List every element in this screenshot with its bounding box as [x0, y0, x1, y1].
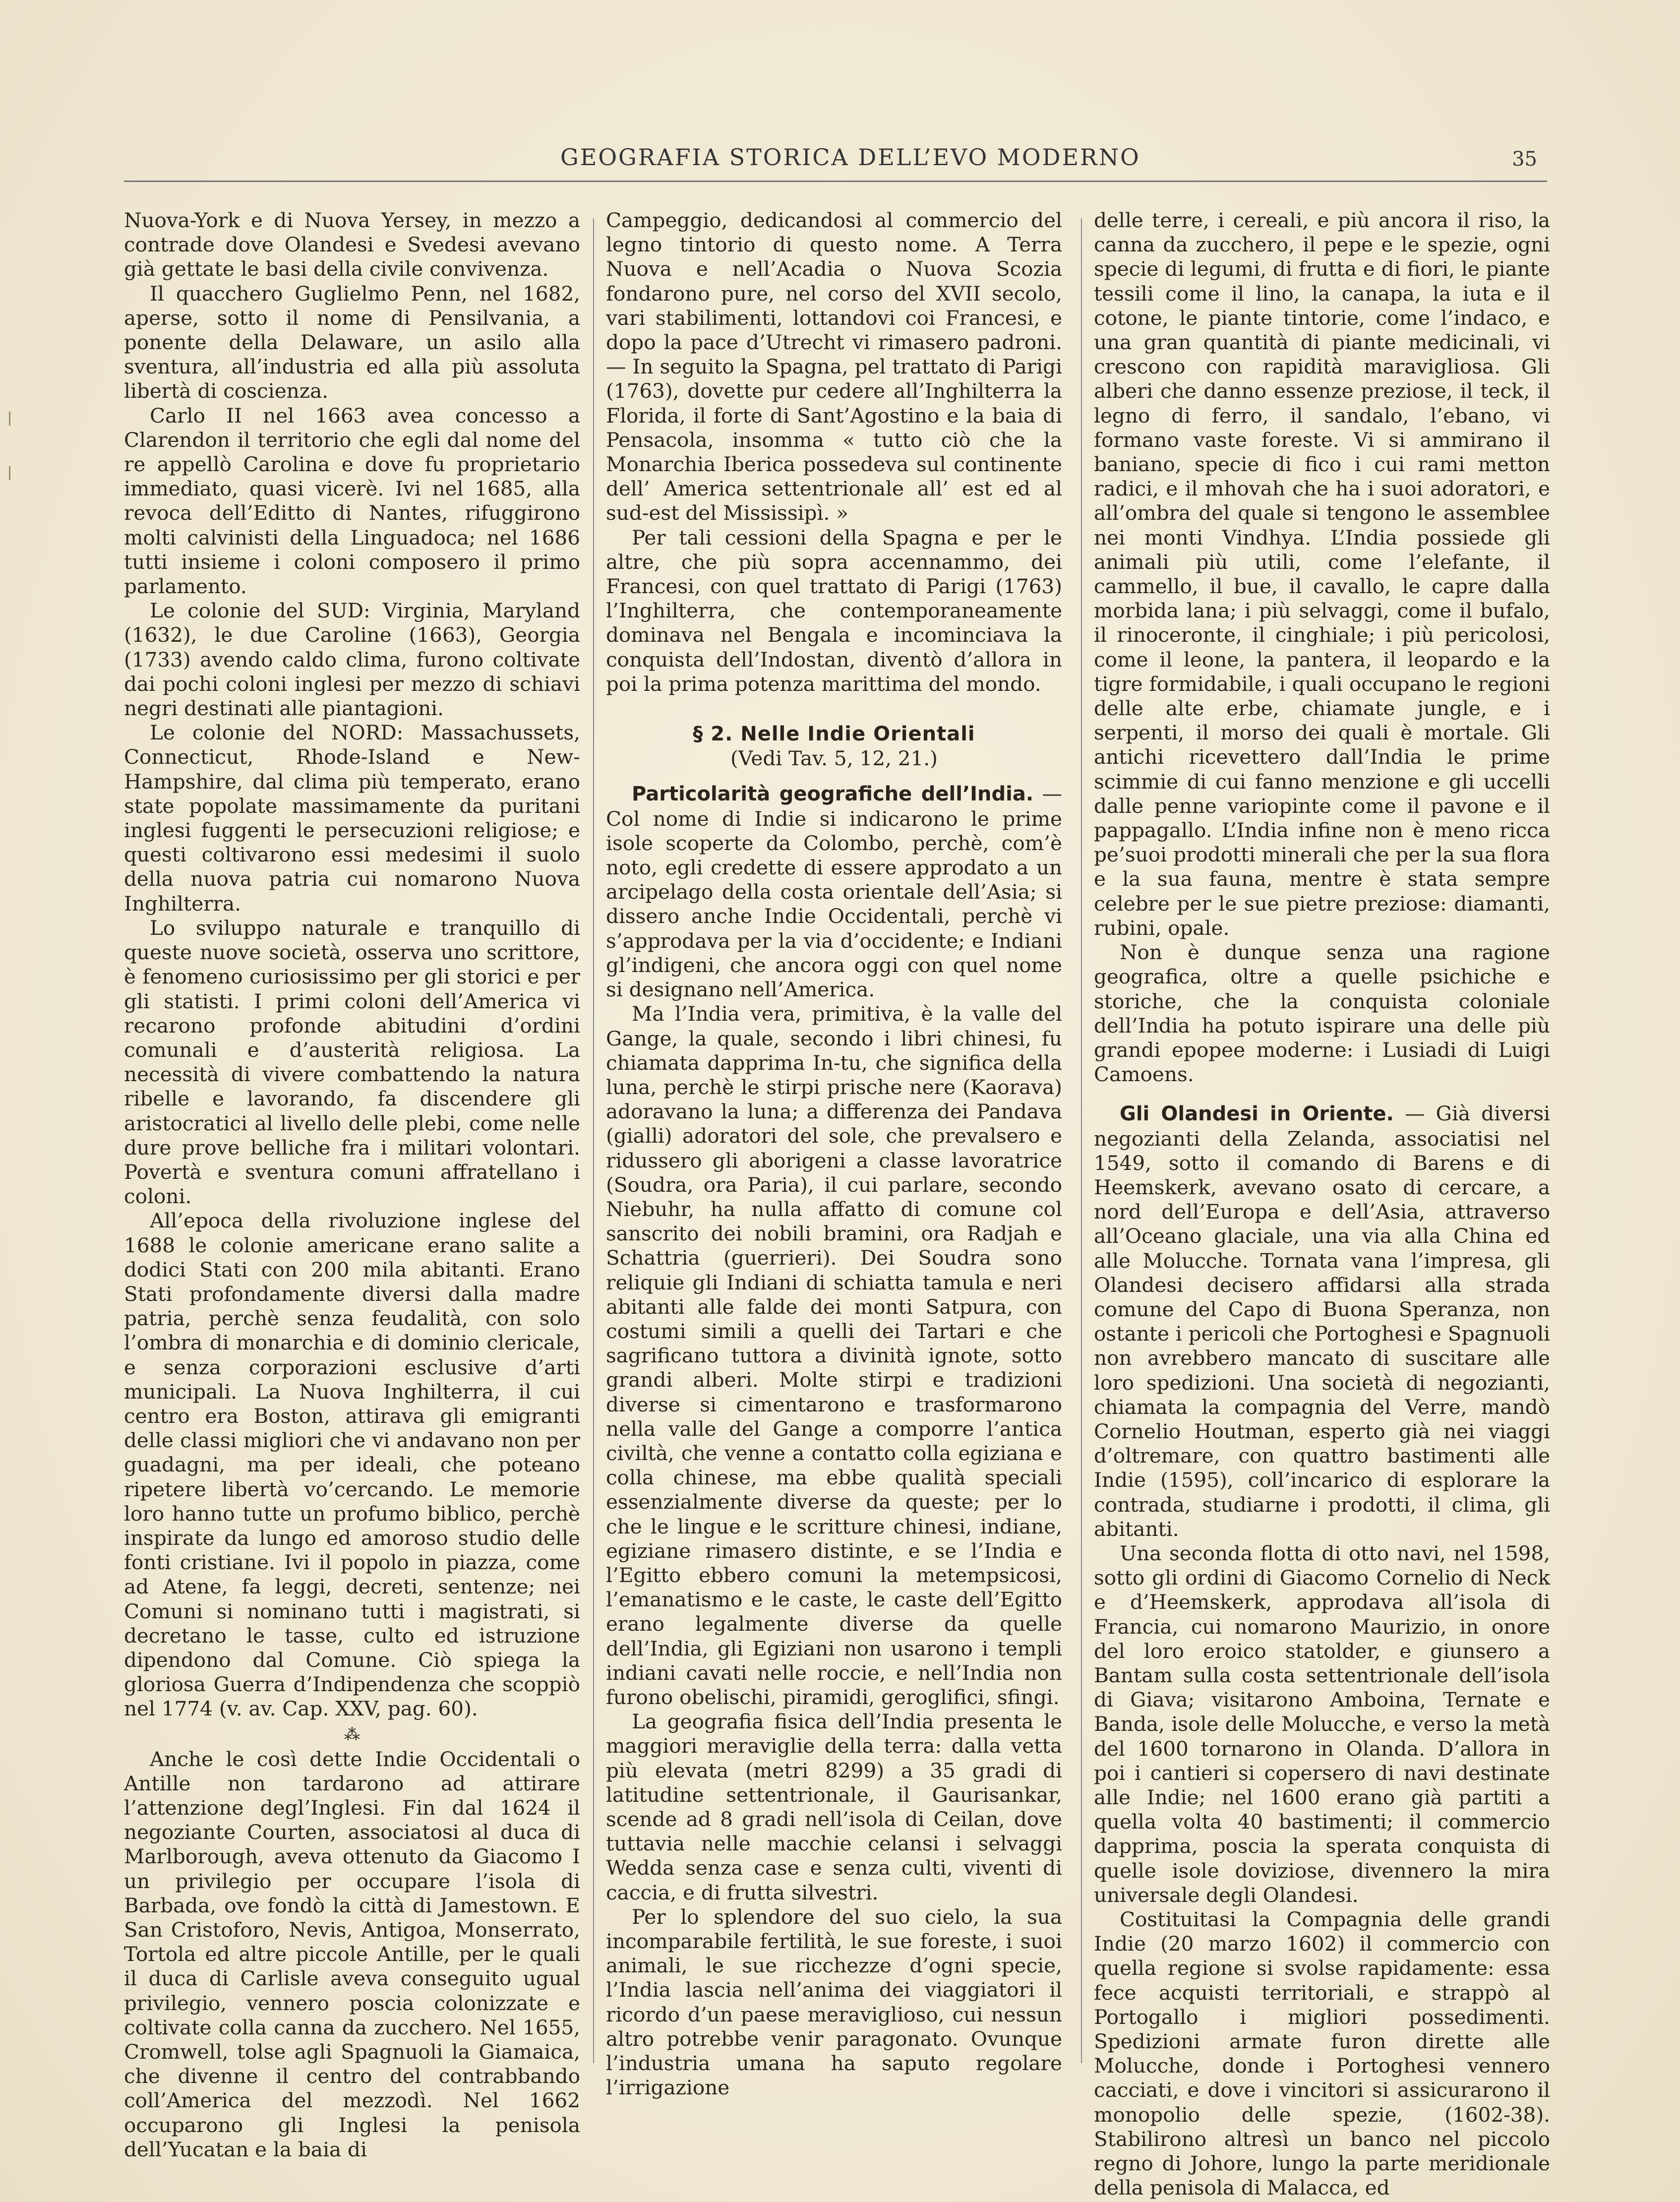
paragraph: delle terre, i cereali, e più ancora il riso, la canna da zucchero, il pepe e le spezie, ogni specie di legumi, di frutta e di fiori, le piante tessili come il lino, la canapa, la iuta e il cotone, le piante tintorie, come l’indaco, e una gran quantità di piante medicinali, vi crescono con rapidità maravigliosa. Gli alberi che danno essenze preziose, il teck, il legno di ferro, il sandalo, l’ebano, vi formano vaste foreste. Vi si ammirano il baniano, specie di fico i cui rami metton radici, e il mhovah che ha i suoi adoratori, e all’ombra del quale si tengono le assemblee nei monti Vindhya. L’India possiede gli animali più utili, come l’elefante, il cammello, il bue, il cavallo, le capre dalla morbida lana; i più selvaggi, come il bufalo, il rinoceronte, il cinghiale; i più pericolosi, come il leone, la pantera, il leopardo e la tigre formidabile, i quali occupano le regioni delle alte erbe, chiamate jungle, e i serpenti, il morso dei quali è mortale. Gli antichi ricevettero dall’India le prime scimmie di cui fanno menzione e gli uccelli dalle penne variopinte come il pavone e il pappagallo. L’India infine non è meno ricca pe’suoi prodotti minerali che per la sua flora e la sua fauna, mentre è stata sempre celebre per le sue pietre preziose: diamanti, rubini, opale. — [1094, 208, 1550, 940]
column-2 — [606, 208, 1062, 2100]
running-header — [124, 144, 1547, 184]
paragraph-text: — Già diversi negozianti della Zelanda, associatisi nel 1549, sotto il comando di Barens e di Heemskerk, avevano osato di cercare, a nord dell’Europa e dell’Asia, attraverso all’Oceano glaciale, una via alla China ed alle Molucche. Tornata vana l’impresa, gli Olandesi decisero affidarsi alla strada comune del Capo di Buona Speranza, non ostante i pericoli che Portoghesi e Spagnuoli non avrebbero mancato di suscitare alle loro spedizioni. Una società di negozianti, chiamata la compagnia del Verre, mandò Cornelio Houtman, esperto già nei viaggi d’oltremare, con quattro bastimenti alle Indie (1595), coll’incarico di esplorare la contrada, studiarne i prodotti, il clima, gli abitanti. — [1094, 1101, 1550, 1541]
paragraph: Costituitasi la Compagnia delle grandi Indie (20 marzo 1602) il commercio con quella regione si svolse rapidamente: essa fece acquisti territoriali, e strappò al Portogallo i migliori possedimenti. Spedizioni armate furon dirette alle Molucche, donde i Portoghesi vennero cacciati, e dove i vincitori si assicurarono il monopolio delle spezie, (1602-38). Stabilirono altresì un banco nel piccolo regno di Johore, lungo la parte meridionale della penisola di Malacca, ed — [1094, 1907, 1550, 2200]
paragraph: Lo sviluppo naturale e tranquillo di queste nuove società, osserva uno scrittore, è fenomeno curiosissimo per gli storici e per gli statisti. I primi coloni dell’America vi recarono profonde abitudini d’ordini comunali e d’austerità religiosa. La necessità di vivere combattendo la natura ribelle e lavorando, fa discendere gli aristocratici al livello delle plebi, come nelle dure prove belliche fra i militari volontari. Povertà e sventura comuni affratellano i coloni. — [124, 916, 580, 1209]
section-asterism: ⁂ — [344, 1724, 360, 1744]
section-reference: (Vedi Tav. 5, 12, 21.) — [730, 746, 938, 771]
paragraph: Anche le così dette Indie Occidentali o Antille non tardarono ad attirare l’attenzione degl’Inglesi. Fin dal 1624 il negoziante Courten, associatosi al duca di Marlborough, aveva ottenuto da Giacomo I un privilegio per occupare l’isola di Barbada, ove fondò la città di Jamestown. E San Cristoforo, Nevis, Antigoa, Monserrato, Tortola ed altre piccole Antille, per le quali il duca di Carlisle aveva conseguito ugual privilegio, vennero poscia colonizzate e coltivate colla canna da zucchero. Nel 1655, Cromwell, tolse agli Spagnuoli la Giamaica, che divenne il centro del contrabbando coll’America del mezzodì. Nel 1662 occuparono gli Inglesi la penisola dell’Yucatan e la baia di — [124, 1747, 580, 2161]
section-heading: § 2. Nelle Indie Orientali — [693, 723, 975, 746]
paragraph: Campeggio, dedicandosi al commercio del legno tintorio di questo nome. A Terra Nuova e nell’Acadia o Nuova Scozia fondarono pure, nel corso del XVII secolo, vari stabilimenti, lottandovi coi Francesi, e dopo la pace d’Utrecht vi rimasero padroni. — In seguito la Spagna, pel trattato di Parigi (1763), dovette pur cedere all’Inghilterra la Florida, il forte di Sant’Agostino e la baia di Pensacola, insomma « tutto ciò che la Monarchia Iberica possedeva sul continente dell’ America settentrionale all’ est ed al sud-est del Mississipì. » — [606, 208, 1062, 525]
paragraph-text: — Col nome di Indie si indicarono le prime isole scoperte da Colombo, perchè, com’è noto, egli credette di essere approdato a un arcipelago della costa orientale dell’Asia; si dissero anche Indie Occidentali, perchè vi s’approdava per la via d’occidente; e Indiani gl’indigeni, che ancora oggi con quel nome si designano nell’America. — [606, 782, 1063, 1002]
column-3 — [1094, 208, 1550, 2200]
margin-mark — [9, 412, 17, 426]
paragraph — [1094, 1101, 1550, 1541]
paragraph: Le colonie del SUD: Virginia, Maryland (1632), le due Caroline (1663), Georgia (1733) avendo caldo clima, furono coltivate dai pochi coloni inglesi per mezzo di schiavi negri destinati alle piantagioni. — [124, 599, 580, 721]
paragraph — [606, 782, 1062, 1002]
paragraph: Nuova-York e di Nuova Yersey, in mezzo a contrade dove Olandesi e Svedesi avevano già gettate le basi della civile convivenza. — [124, 208, 580, 281]
paragraph: Le colonie del NORD: Massachussets, Connecticut, Rhode-Island e New-Hampshire, dal clima più temperato, erano state popolate massimamente da puritani inglesi fuggenti le persecuzioni religiose; e questi coltivarono essi medesimi il suolo della nuova patria cui nomarono Nuova Inghilterra. — [124, 721, 580, 916]
margin-mark — [9, 466, 17, 480]
paragraph: Per tali cessioni della Spagna e per le altre, che più sopra accennammo, dei Francesi, con quel trattato di Parigi (1763) l’Inghilterra, che contemporaneamente dominava nel Bengala e incominciava la conquista dell’Indostan, diventò d’allora in poi la prima potenza marittima del mondo. — [606, 525, 1062, 696]
paragraph: Ma l’India vera, primitiva, è la valle del Gange, la quale, secondo i libri chinesi, fu chiamata dapprima In-tu, che significa della luna, perchè le stirpi prische nere (Kaorava) adoravano la luna; a differenza dei Pandava (gialli) adoratori del sole, che prevalsero e ridussero gli aborigeni a classe lavoratrice (Soudra, ora Paria), il cui parlare, secondo Niebuhr, ha nulla affatto di comune col sanscrito dei nobili bramini, ora Radjah e Schattria (guerrieri). Dei Soudra sono reliquie gli Indiani di schiatta tamula e neri abitanti alle falde dei monti Satpura, con costumi simili a quelli dei Tartari e che sagrificano tuttora a divinità ignote, sotto grandi alberi. Molte stirpi e tradizioni diverse si cimentarono e trasformarono nella valle del Gange a comporre l’antica civiltà, che venne a contatto colla egiziana e colla chinese, ma ebbe qualità speciali essenzialmente diverse da queste; per lo che le lingue e le scritture chinesi, indiane, egiziane rimasero distinte, e se l’India e l’Egitto ebbero comuni la metempsicosi, l’emanatismo e le caste, le caste dell’Egitto erano legalmente diverse da quelle dell’India, gli Egiziani non usarono i templi indiani cavati nelle roccie, e nell’India non furono obelischi, piramidi, geroglifici, sfingi. — [606, 1002, 1062, 1709]
header-rule — [124, 181, 1547, 182]
paragraph-title: Particolarità geografiche dell’India. — [632, 783, 1034, 806]
page-number: 35 — [1512, 148, 1537, 171]
running-title: GEOGRAFIA STORICA DELL’EVO MODERNO — [560, 144, 1140, 171]
paragraph: Per lo splendore del suo cielo, la sua incomparabile fertilità, le sue foreste, i suoi animali, le sue ricchezze d’ogni specie, l’India lascia nell’anima dei viaggiatori il ricordo d’un paese meraviglioso, cui nessun altro potrebbe venir paragonato. Ovunque l’industria umana ha saputo regolare l’irrigazione — [606, 1904, 1062, 2100]
paragraph-title: Gli Olandesi in Oriente. — [1120, 1102, 1394, 1126]
column-1 — [124, 208, 580, 2162]
paragraph: La geografia fisica dell’India presenta le maggiori meraviglie della terra: dalla vetta più elevata (metri 8299) a 35 gradi di latitudine settentrionale, il Gaurisankar, scende ad 8 gradi nell’isola di Ceilan, dove tuttavia nelle macchie celansi i selvaggi Wedda senza case e senza culti, viventi di caccia, e di frutta silvestri. — [606, 1710, 1062, 1904]
paragraph: Il quacchero Guglielmo Penn, nel 1682, aperse, sotto il nome di Pensilvania, a ponente della Delaware, un asilo alla sventura, all’industria ed alla più assoluta libertà di coscienza. — [124, 281, 580, 403]
column-divider — [593, 218, 594, 2063]
paragraph: Una seconda flotta di otto navi, nel 1598, sotto gli ordini di Giacomo Cornelio di Neck e d’Heemskerk, approdava all’isola di Francia, cui nomarono Maurizio, in onore del loro eroico statolder, e giunsero a Bantam sulla costa settentrionale dell’isola di Giava; visitarono Amboina, Ternate e Banda, isole delle Molucche, e verso la metà del 1600 tornarono in Olanda. D’allora in poi i cantieri si copersero di navi destinate alle Indie; nel 1600 erano già partiti a quella volta 40 bastimenti; il commercio dapprima, poscia la sperata conquista di quelle isole doviziose, divennero la mira universale degli Olandesi. — [1094, 1541, 1550, 1907]
column-divider — [1081, 218, 1082, 2063]
paragraph: Non è dunque senza una ragione geografica, oltre a quelle psichiche e storiche, che la conquista coloniale dell’India ha potuto ispirare una delle più grandi epopee moderne: i Lusiadi di Luigi Camoens. — [1094, 940, 1550, 1087]
paragraph: Carlo II nel 1663 avea concesso a Clarendon il territorio che egli dal nome del re appellò Carolina e dove fu proprietario immediato, quasi vicerè. Ivi nel 1685, alla revoca dell’Editto di Nantes, rifuggirono molti calvinisti della Linguadoca; nel 1686 tutti insieme i coloni composero il primo parlamento. — [124, 403, 580, 599]
paragraph: All’epoca della rivoluzione inglese del 1688 le colonie americane erano salite a dodici Stati con 200 mila abitanti. Erano Stati profondamente diversi dalla madre patria, perchè senza feudalità, con solo l’ombra di monarchia e di dominio clericale, e senza corporazioni esclusive d’arti municipali. La Nuova Inghilterra, il cui centro era Boston, attirava gli emigranti delle classi migliori che vi andavano non per guadagni, ma per ideali, che poteano ripetere libertà vo’cercando. Le memorie loro hanno tutte un profumo biblico, perchè inspirate da lungo ed amoroso studio delle fonti cristiane. Ivi il popolo in piazza, come ad Atene, fa leggi, decreti, sentenze; nei Comuni si nominano tutti i magistrati, si decretano le tasse, culto ed istruzione dipendono dal Comune. Ciò spiega la gloriosa Guerra d’Indipendenza che scoppiò nel 1774 (v. av. Cap. XXV, pag. 60). — [124, 1209, 580, 1721]
